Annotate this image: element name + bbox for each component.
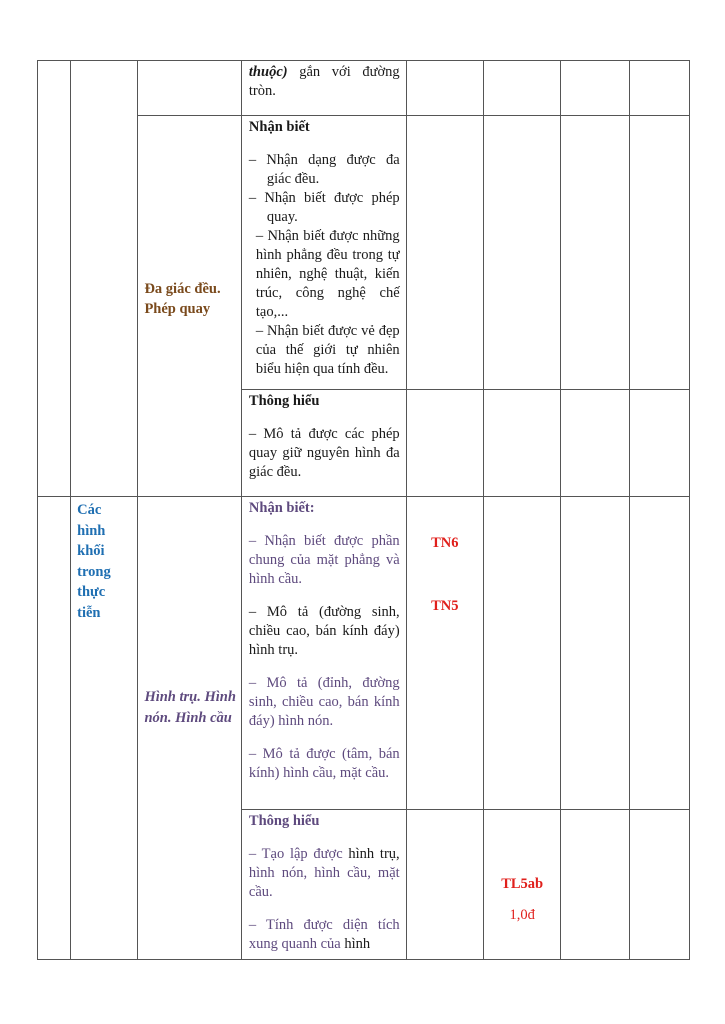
understand-text: – Tính được diện tích xung quanh của: [248, 917, 400, 952]
chapter-solids: Các hình khối trong thực tiễn: [77, 502, 111, 621]
level-cell: [629, 497, 689, 810]
understand-text: hình nón, hình cầu, mặt cầu.: [248, 865, 400, 900]
table-row: [38, 61, 690, 116]
know-item: – Nhận biết được phép quay.: [248, 190, 400, 225]
question-score: 1,0đ: [509, 907, 535, 923]
level-cell: [406, 116, 483, 390]
understand-item: [249, 845, 400, 902]
specification-matrix-table: [37, 60, 690, 960]
level-cell: [484, 810, 561, 960]
level-cell: [484, 497, 561, 810]
stt-cell: [38, 497, 71, 960]
requirement-cell: [241, 497, 406, 810]
level-cell: [629, 116, 689, 390]
level-cell: [561, 61, 629, 116]
topic-cell: [138, 61, 241, 116]
topic-tail-text: gắn với đường tròn.: [248, 64, 400, 99]
topic-cylinder-cone-sphere: Hình trụ. Hình nón. Hình cầu: [144, 689, 236, 726]
level-cell: [406, 390, 483, 497]
know-item: – Nhận dạng được đa giác đều.: [248, 152, 400, 187]
level-understand-heading: Thông hiểu: [248, 393, 320, 409]
know-item: – Mô tả được (tâm, bán kính) hình cầu, mặt cầu.: [248, 746, 400, 781]
question-code-tn5: TN5: [431, 598, 459, 614]
understand-item: [249, 916, 400, 954]
level-understand-heading: Thông hiểu: [248, 813, 320, 829]
requirement-cell: [241, 390, 406, 497]
level-cell: [406, 61, 483, 116]
stt-cell: [38, 61, 71, 497]
level-cell: [629, 390, 689, 497]
understand-text: hình trụ,: [348, 846, 400, 862]
requirement-cell: [241, 61, 406, 116]
level-cell: [629, 810, 689, 960]
level-cell: [406, 810, 483, 960]
level-cell: [484, 116, 561, 390]
chapter-cell: [71, 61, 138, 497]
level-cell: [406, 497, 483, 810]
level-cell: [629, 61, 689, 116]
topic-cell: [138, 116, 241, 497]
know-item: – Mô tả (đường sinh, chiều cao, bán kính đáy) hình trụ.: [248, 604, 400, 658]
question-code-tl5ab: TL5ab: [501, 876, 544, 892]
understand-item: – Mô tả được các phép quay giữ nguyên hình đa giác đều.: [248, 426, 400, 480]
know-item: – Nhận biết được những hình phẳng đều trong tự nhiên, nghệ thuật, kiến trúc, công nghệ chế tạo,...: [255, 228, 400, 320]
level-cell: [561, 810, 629, 960]
requirement-cell: [241, 116, 406, 390]
requirement-cell: [241, 810, 406, 960]
know-item: – Nhận biết được vẻ đẹp của thế giới tự nhiên biểu hiện qua tính đều.: [255, 323, 400, 377]
level-cell: [484, 390, 561, 497]
topic-cell: [138, 497, 241, 960]
topic-tail-italic: thuộc): [248, 64, 288, 80]
level-cell: [484, 61, 561, 116]
question-code-tn6: TN6: [431, 535, 459, 551]
chapter-cell: [71, 497, 138, 960]
know-item: – Nhận biết được phần chung của mặt phẳng và hình cầu.: [248, 533, 400, 587]
level-cell: [561, 116, 629, 390]
level-cell: [561, 497, 629, 810]
level-cell: [561, 390, 629, 497]
level-know-heading: Nhận biết: [248, 119, 310, 135]
level-know-heading: Nhận biết:: [248, 500, 315, 516]
understand-text: – Tạo lập được: [248, 846, 349, 862]
topic-polygon-rotation: Đa giác đều. Phép quay: [144, 281, 221, 317]
table-row: [38, 497, 690, 810]
know-item: – Mô tả (đỉnh, đường sinh, chiều cao, bán kính đáy) hình nón.: [248, 675, 400, 729]
understand-text: hình: [344, 936, 371, 952]
